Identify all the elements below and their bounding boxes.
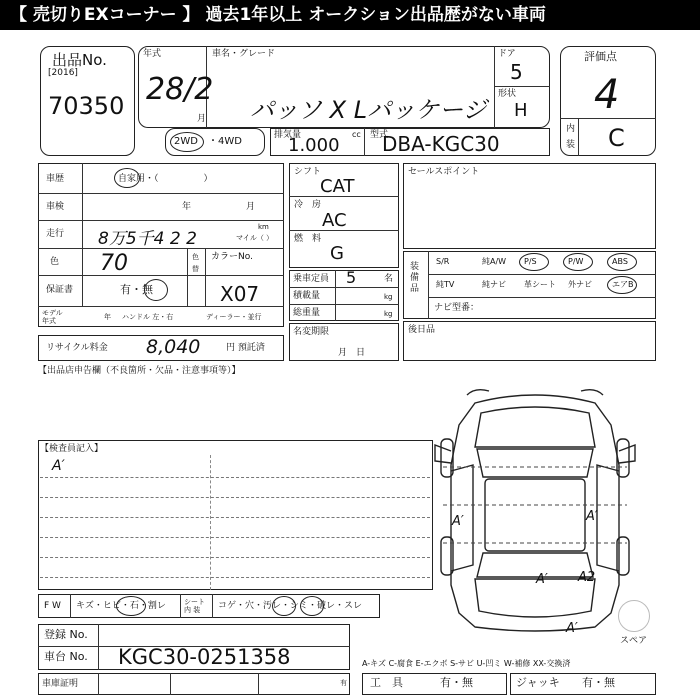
color-no-label: カラーNo. <box>211 252 253 262</box>
interior-label-1: 内 <box>566 124 576 134</box>
equipment-item: 外ナビ <box>568 280 592 289</box>
load-unit: kg <box>384 293 393 301</box>
history-value: 自家用・（ ） <box>118 174 213 184</box>
jack-label: ジャッキ <box>516 676 560 689</box>
equipment-item: 革シート <box>524 280 556 289</box>
spare-label: スペア <box>620 636 648 646</box>
capacity-unit: 名 <box>384 274 394 284</box>
model-value: DBA-KGC30 <box>382 132 500 156</box>
tools-value: 有・無 <box>440 676 473 689</box>
mileage-unit2: マイル（ ） <box>236 234 274 242</box>
seat-label: シート内 装 <box>184 598 205 614</box>
car-name-value: パッソ X Lパッケージ <box>250 96 487 124</box>
name-change-label: 名変期限 <box>293 327 330 337</box>
handle-label: ハンドル 左・右 <box>122 313 174 321</box>
recycle-value: 8,040 <box>146 336 201 358</box>
equipment-item: P/S <box>524 257 537 266</box>
equipment-label: 装備品 <box>410 262 420 294</box>
equipment-item: 純A/W <box>482 257 507 266</box>
equipment-circle <box>607 276 637 294</box>
capacity-label: 乗車定員 <box>293 274 330 284</box>
later-label: 後日品 <box>408 325 436 335</box>
year-label: 年式 <box>143 49 162 59</box>
fw-options: キズ・ヒビ・石・割レ <box>76 601 166 611</box>
warranty-value: 有・無 <box>120 283 153 296</box>
color-change-2: 替 <box>192 265 199 273</box>
month-suffix: 月 <box>197 114 207 124</box>
shift-value: CAT <box>320 176 355 197</box>
door-value: 5 <box>510 60 523 84</box>
sales-point-label: セールスポイント <box>408 167 480 177</box>
navi-label: ナビ型番： <box>434 303 480 313</box>
jack-value: 有・無 <box>582 676 615 689</box>
color-no-value: X07 <box>220 282 260 306</box>
displacement-value: 1.000 <box>288 135 340 156</box>
mileage-unit: km <box>258 223 269 231</box>
load-label: 積載量 <box>293 291 321 301</box>
inspector-box <box>38 440 433 590</box>
ac-label: 冷 房 <box>294 200 322 210</box>
model-label: 型式 <box>370 130 389 140</box>
mileage-label: 走行 <box>46 229 65 239</box>
shape-value: H <box>514 100 528 121</box>
cert-yes: 有 <box>340 679 347 687</box>
equipment-item: S/R <box>436 257 450 266</box>
model-year-1: モデル <box>42 309 63 317</box>
cert-table <box>38 673 350 695</box>
equipment-circle <box>563 253 593 271</box>
equipment-item: ABS <box>612 257 628 266</box>
inspector-note: A′ <box>52 458 65 474</box>
damage-mark-left-door: A′ <box>452 514 464 529</box>
model-year-2: 年式 <box>42 317 56 325</box>
later-items-box <box>403 321 656 361</box>
year-value: 28/2 <box>146 72 214 107</box>
spare-tire-icon <box>618 600 650 632</box>
inspection-month: 月 <box>246 202 256 212</box>
door-label: ドア <box>498 49 516 59</box>
fuel-value: G <box>330 243 344 264</box>
color-value: 70 <box>100 251 128 276</box>
lot-label: 出品No. <box>52 51 107 69</box>
model-year-suffix: 年 <box>104 313 111 321</box>
recycle-suffix: 円 預託済 <box>226 343 265 353</box>
score-label: 評価点 <box>584 50 617 63</box>
warranty-no-circle <box>144 279 168 301</box>
drive-4wd: ・4WD <box>208 136 242 147</box>
color-label: 色 <box>50 257 60 267</box>
equipment-item: P/W <box>568 257 584 266</box>
car-name-label: 車名・グレード <box>212 49 276 59</box>
seat-spot-circle <box>300 596 324 616</box>
inspection-year: 年 <box>182 202 192 212</box>
cert-label: 車庫証明 <box>42 679 79 689</box>
equipment-circle <box>519 253 549 271</box>
name-change-suffix: 月 日 <box>338 348 366 358</box>
damage-mark-rear-left: A′ <box>536 572 548 587</box>
warranty-label: 保証書 <box>46 285 74 295</box>
ac-value: AC <box>322 210 347 231</box>
chassis-value: KGC30-0251358 <box>118 645 291 669</box>
score-value: 4 <box>594 72 620 118</box>
shape-label: 形状 <box>498 89 517 99</box>
fw-label: F W <box>44 601 61 611</box>
inspector-label: 【検査員記入】 <box>40 444 104 454</box>
shift-label: シフト <box>294 167 322 177</box>
tools-label: 工 具 <box>370 676 403 689</box>
year-tag: [2016] <box>48 68 78 78</box>
fuel-label: 燃 料 <box>294 234 322 244</box>
damage-mark-rear-right: A2 <box>578 570 596 585</box>
mileage-value: 8万5千4 2 2 <box>98 229 197 249</box>
drive-2wd: 2WD <box>174 136 198 147</box>
inspection-label: 車検 <box>46 202 65 212</box>
lot-number: 70350 <box>48 92 125 120</box>
chassis-label: 車台 No. <box>44 650 88 663</box>
interior-value: C <box>608 124 625 152</box>
private-use-circle <box>114 168 140 188</box>
interior-label-2: 装 <box>566 140 576 150</box>
equipment-item: 純TV <box>436 280 455 289</box>
equipment-item: エアB <box>612 280 634 289</box>
seat-stain-circle <box>272 596 296 616</box>
seat-options: コゲ・穴・汚レ・シミ・破レ・スレ <box>218 601 363 611</box>
equipment-item: 純ナビ <box>482 280 506 289</box>
exhibitor-note: 【出品店申告欄（不良箇所・欠品・注意事項等）】 <box>38 366 241 376</box>
color-change-1: 色 <box>192 253 199 261</box>
weight-label: 総重量 <box>293 308 321 318</box>
damage-mark-right-door: A′ <box>586 509 598 524</box>
damage-legend: A-キズ C-腐食 E-エクボ S-サビ U-凹ミ W-補修 XX-交換済 <box>362 659 571 668</box>
capacity-value: 5 <box>346 268 357 287</box>
fw-crack-circle <box>116 596 146 616</box>
history-label: 車歴 <box>46 174 65 184</box>
displacement-unit: cc <box>352 130 361 139</box>
dealer-label: ディーラー・並行 <box>206 313 262 321</box>
damage-mark-bumper: A′ <box>566 621 578 636</box>
banner-title: 【 売切りEXコーナー 】 過去1年以上 オークション出品歴がない車両 <box>10 5 546 25</box>
equipment-circle <box>607 253 637 271</box>
recycle-label: リサイクル料金 <box>46 343 108 353</box>
displacement-label: 排気量 <box>274 130 302 140</box>
car-diagram <box>415 385 655 635</box>
weight-unit: kg <box>384 310 393 318</box>
reg-label: 登録 No. <box>44 628 88 641</box>
